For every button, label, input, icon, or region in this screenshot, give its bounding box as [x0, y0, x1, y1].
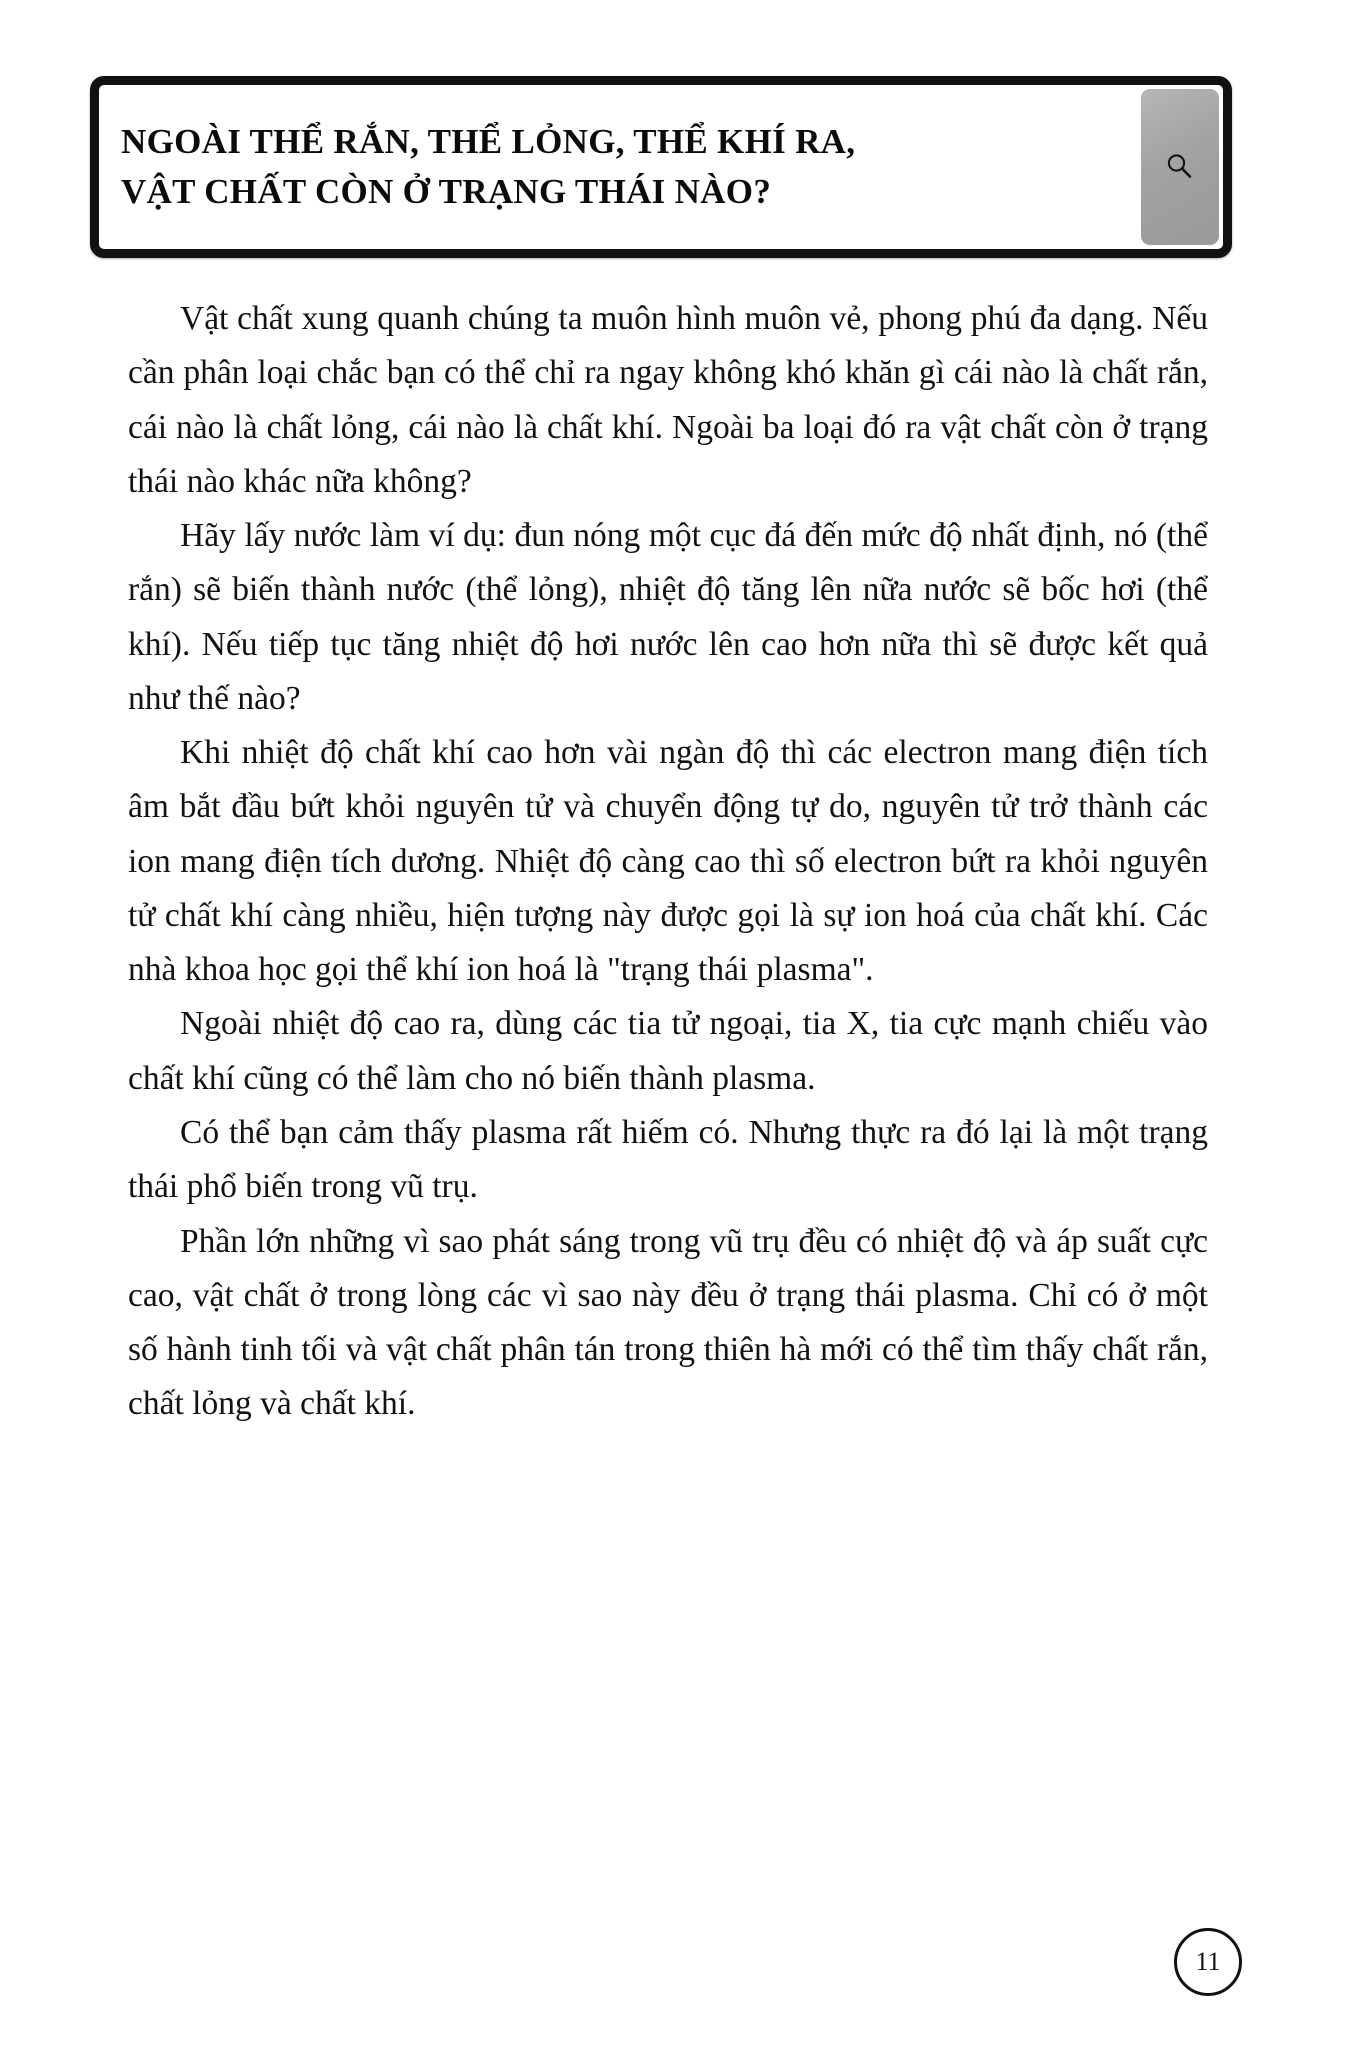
paragraph: Phần lớn những vì sao phát sáng trong vũ trụ đều có nhiệt độ và áp suất cực cao, vật chất ở trong lòng các vì sao này đều ở trạng thái plasma. Chỉ có ở một số hành tinh tối và vật chất phân tán trong thiên hà mới có thể tìm thấy chất rắn, chất lỏng và chất khí.	[128, 1222, 1208, 1423]
paragraph: Hãy lấy nước làm ví dụ: đun nóng một cục đá đến mức độ nhất định, nó (thể rắn) sẽ biến thành nước (thể lỏng), nhiệt độ tăng lên nữa nước sẽ bốc hơi (thể khí). Nếu tiếp tục tăng nhiệt độ hơi nước lên cao hơn nữa thì sẽ được kết quả như thế nào?	[128, 517, 1208, 717]
chapter-title-banner	[90, 76, 1232, 258]
article-body	[128, 292, 1208, 1432]
chapter-title-line-1: NGOÀI THỂ RẮN, THỂ LỎNG, THỂ KHÍ RA,	[121, 122, 856, 162]
magnifier-icon-panel	[1141, 89, 1219, 245]
paragraph: Khi nhiệt độ chất khí cao hơn vài ngàn độ thì các electron mang điện tích âm bắt đầu bứt khỏi nguyên tử và chuyển động tự do, nguyên tử trở thành các ion mang điện tích dương. Nhiệt độ càng cao thì số electron bứt ra khỏi nguyên tử chất khí càng nhiều, hiện tượng này được gọi là sự ion hoá của chất khí. Các nhà khoa học gọi thể khí ion hoá là "trạng thái plasma".	[128, 734, 1208, 989]
chapter-title-text	[99, 85, 1141, 249]
page-number-value: 11	[1195, 1947, 1221, 1976]
paragraph: Ngoài nhiệt độ cao ra, dùng các tia tử ngoại, tia X, tia cực mạnh chiếu vào chất khí cũng có thể làm cho nó biến thành plasma.	[128, 1005, 1208, 1097]
page-number	[1174, 1928, 1242, 1996]
chapter-title-line-2: VẬT CHẤT CÒN Ở TRẠNG THÁI NÀO?	[121, 172, 772, 211]
paragraph: Vật chất xung quanh chúng ta muôn hình muôn vẻ, phong phú đa dạng. Nếu cần phân loại chắc bạn có thể chỉ ra ngay không khó khăn gì cái nào là chất rắn, cái nào là chất lỏng, cái nào là chất khí. Ngoài ba loại đó ra vật chất còn ở trạng thái nào khác nữa không?	[128, 300, 1208, 500]
paragraph: Có thể bạn cảm thấy plasma rất hiếm có. Nhưng thực ra đó lại là một trạng thái phổ biến trong vũ trụ.	[128, 1113, 1208, 1206]
magnifier-icon	[1163, 150, 1197, 184]
